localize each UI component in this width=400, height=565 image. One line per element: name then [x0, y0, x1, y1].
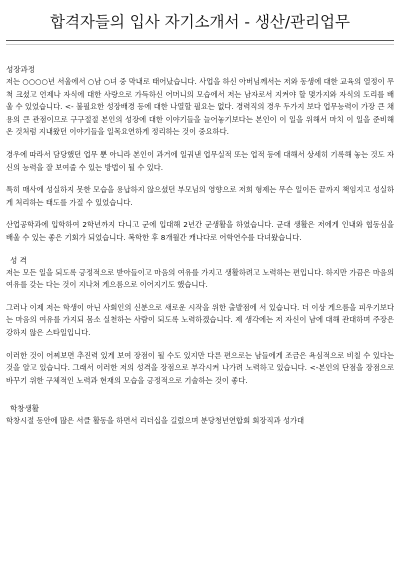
title-divider [6, 40, 394, 41]
paragraph: 산업공학과에 입학하여 2학년까지 다니고 군에 입대해 2년간 군생활을 하였습니다. 군대 생활은 저에게 인내와 협동심을 배울 수 있는 좋은 기회가 되었습니다. 복학한 후 8개월간 캐나다로 어학연수를 다녀왔습니다. [6, 220, 394, 242]
paragraph: 이러한 것이 어찌보면 추진력 있게 보여 장점이 될 수도 있지만 다른 편으로는 남들에게 조금은 욕심적으로 비칠 수 있다는 것을 알고 있습니다. 그래서 이러한 저의 성격을 장점으로 부각시켜 나가려 노력하고 있습니다. <-본인의 단점을 장점으로 바꾸기 위한 구체적인 노력과 현재의 모습을 긍정적으로 기술하는 것이 좋다. [6, 350, 394, 385]
paragraph: 그러나 이제 저는 학생이 아닌 사회인의 신분으로 새로운 시작을 위한 출발점에 서 있습니다. 더 이상 게으름을 피우기보다는 마음의 여유를 가지되 몸소 실천하는 사람이 되도록 노력하겠습니다. 제 생각에는 저 자신이 남에 대해 관대하며 주장은 강하지 않은 스타일입니다. [6, 302, 394, 337]
section-heading-school-life: 학창생활 [10, 404, 39, 414]
document-body [6, 64, 394, 428]
title-divider-light [6, 44, 394, 45]
paragraph: 저는 ○○○○년 서울에서 ○남 ○녀 중 막내로 태어났습니다. 사업을 하신 아버님께서는 저와 동생에 대한 교육의 열정이 무척 크셨고 언제나 자식에 대한 사랑으로 가득하신 어머니의 모습에서 저는 남자로서 지켜야 할 몇가지와 자식의 도리를 배울 수 있었습니다. <- 불필요한 성장배경 등에 대한 나열할 필요는 없다. 경력직의 경우 두가지 보다 업무능력이 가장 큰 채용의 큰 관점이므로 구구절절 본인의 성장에 대한 이야기들을 늘어놓기보다는 본인이 이 일을 위해서 마치 이 일을 준비해온 것처럼 지내왔던 이야기들을 일목요연하게 정리하는 것이 중요하다. [6, 77, 394, 137]
paragraph: 저는 모든 일을 되도록 긍정적으로 받아들이고 마음의 여유를 가지고 생활하려고 노력하는 편입니다. 하지만 가끔은 마음의 여유를 갖는 다는 것이 지나쳐 게으름으로 이어지기도 했습니다. [6, 267, 394, 290]
section-heading-personality: 성 격 [10, 255, 27, 265]
document-title: 합격자들의 입사 자기소개서 - 생산/관리업무 [49, 13, 351, 31]
paragraph: 학창시절 동안에 많은 서클 활동을 하면서 리더십을 길렀으며 분당청년연합회 회장직과 성가대 [6, 416, 305, 426]
section-heading-growth: 성장과정 [6, 65, 35, 74]
paragraph: 경우에 따라서 담당했던 업무 뿐 아니라 본인이 과거에 일궈낸 업무실적 또는 업적 등에 대해서 상세히 기록해 놓는 것도 자신의 능력을 잘 보여줄 수 있는 방법이 될 수 있다. [6, 149, 394, 172]
paragraph: 특히 매사에 성실하지 못한 모습을 용납하지 않으셨던 부모님의 영향으로 저희 형제는 무슨 일이든 끝까지 책임지고 성실하게 처리하는 태도를 가질 수 있었습니다. [6, 185, 394, 207]
